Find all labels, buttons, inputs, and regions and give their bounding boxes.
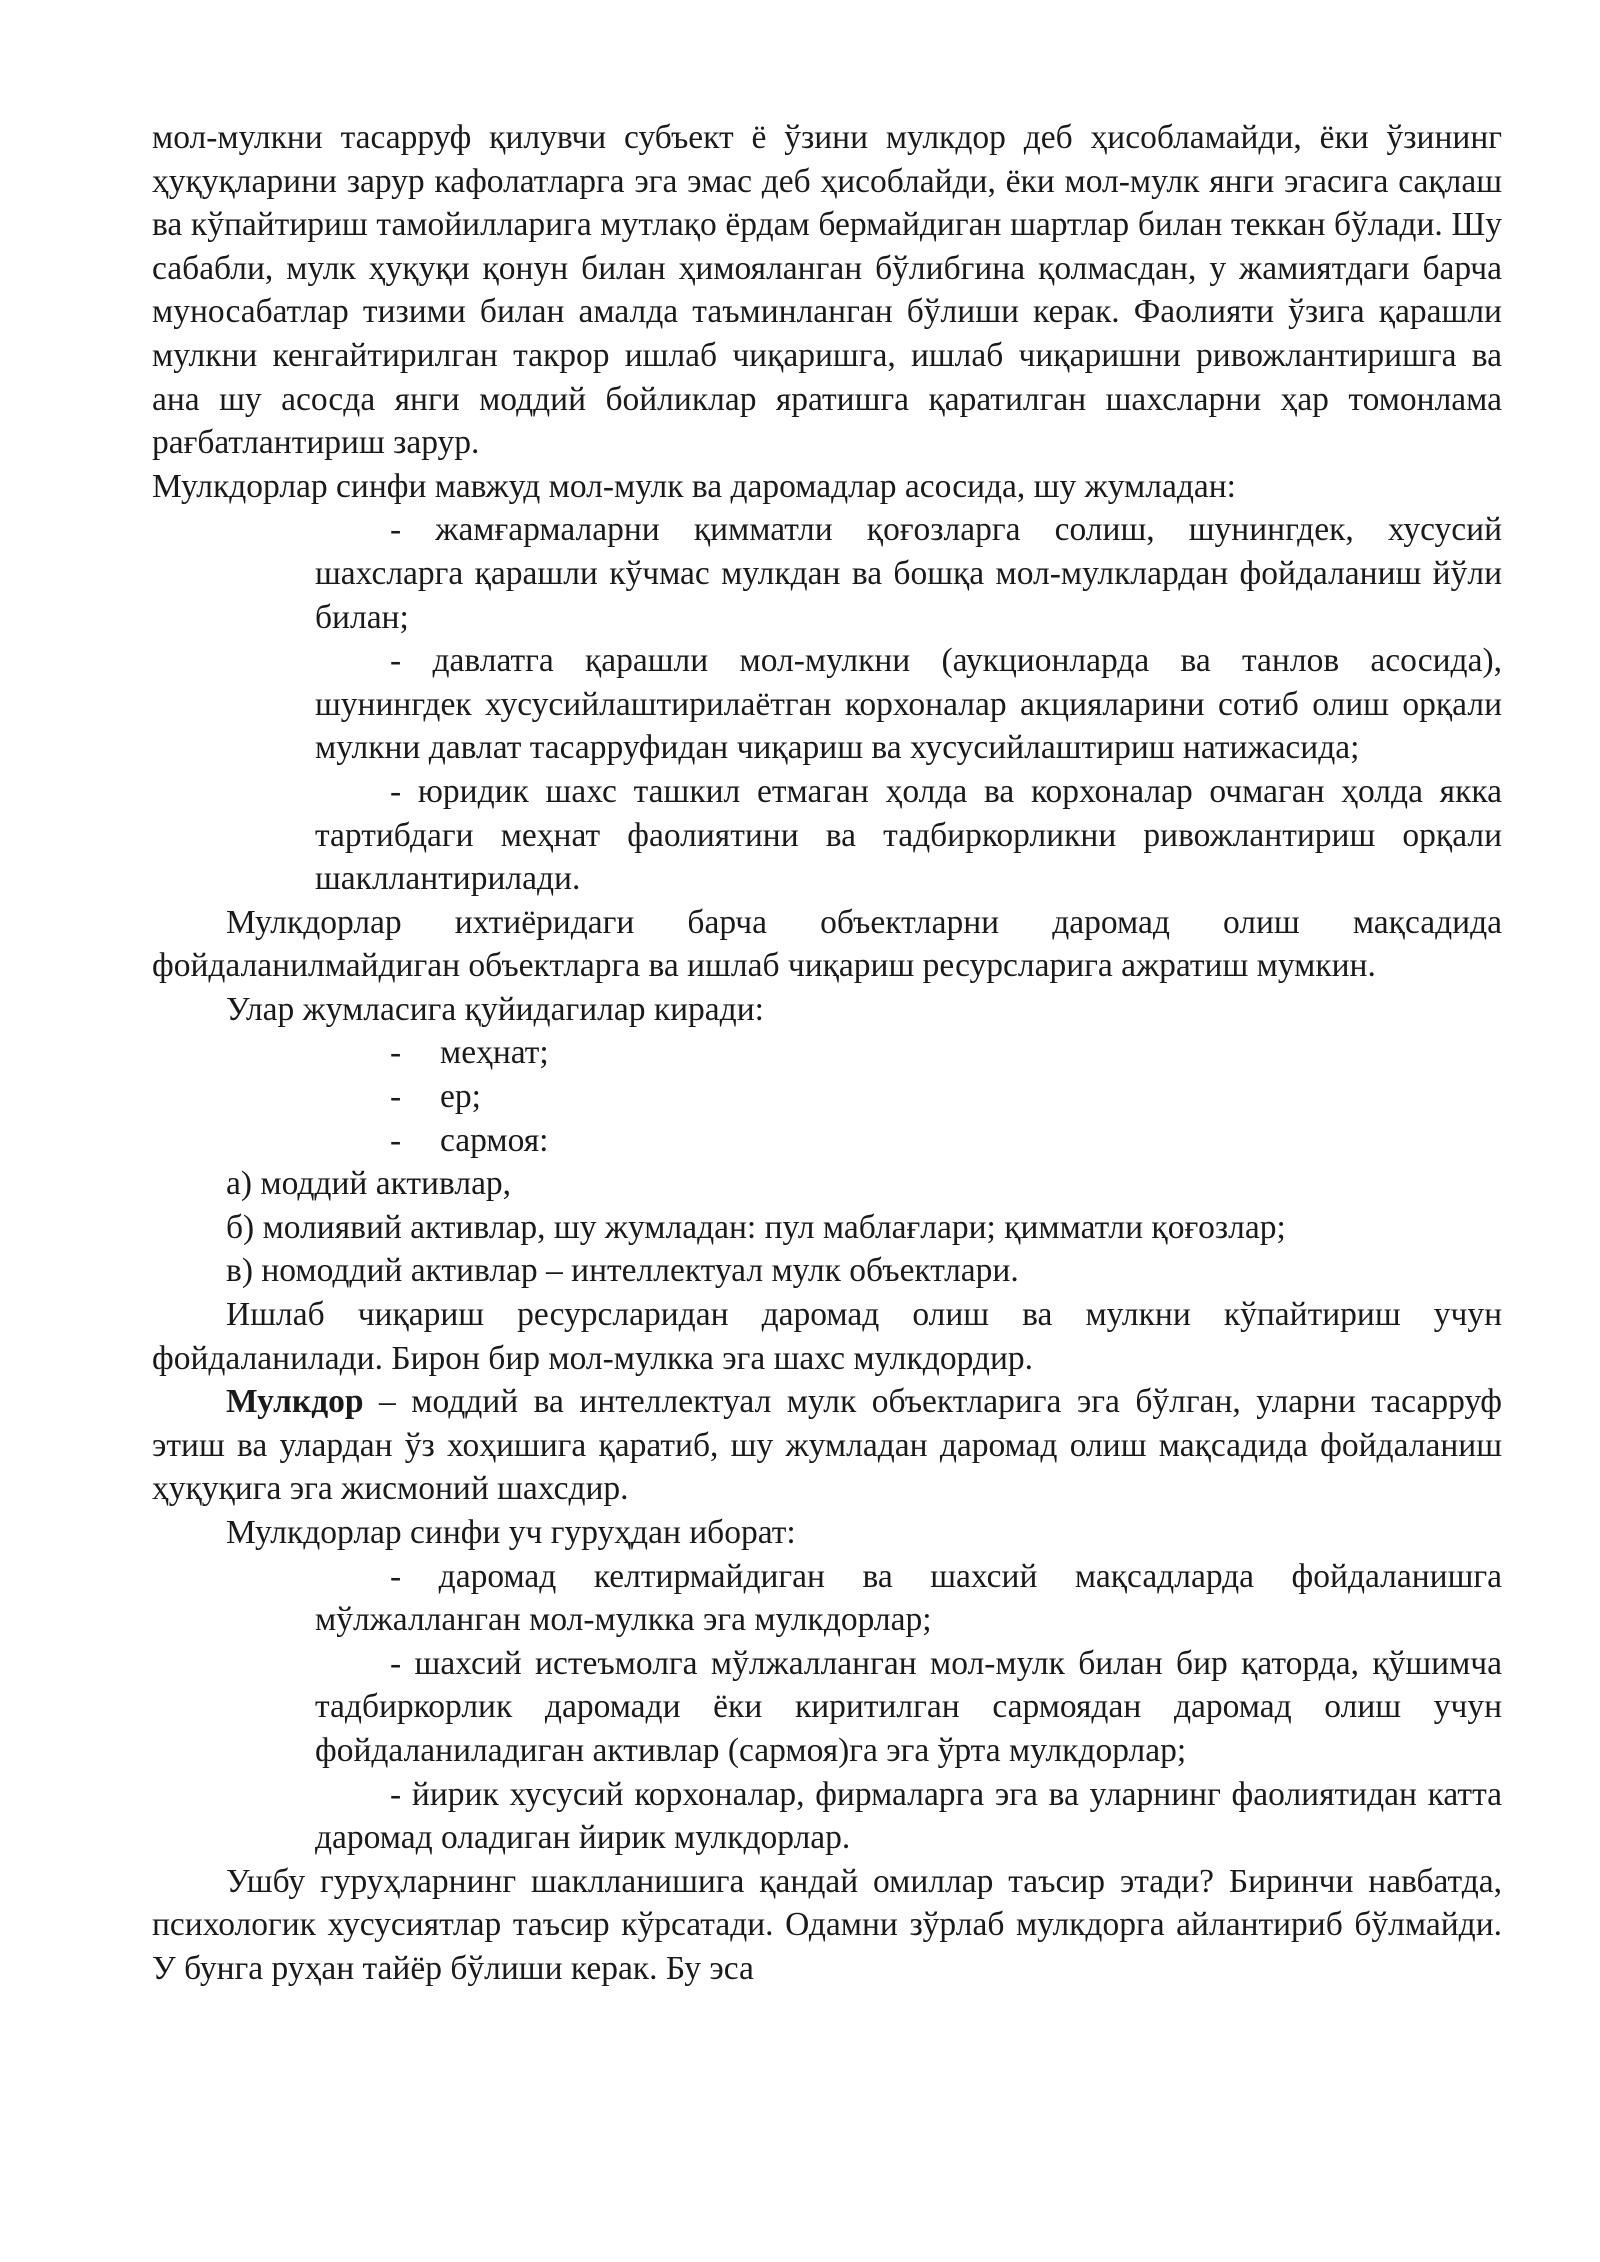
document-page xyxy=(152,116,1502,1991)
list-dash: - xyxy=(390,1078,402,1116)
list-item: - давлатга қарашли мол-мулкни (аукционларда ва танлов асосида), шунингдек хусусийлаштирилаётган корхоналар акцияларини сотиб олиш орқали мулкни давлат тасарруфидан чиқариш ва хусусийлаштириш натижасида; xyxy=(315,642,1502,767)
paragraph-groups: Мулкдорлар синфи уч гуруҳдан иборат: xyxy=(226,1514,796,1551)
list-item: - шахсий истеъмолга мўлжалланган мол-мулк билан бир қаторда, қўшимча тадбиркорлик даромади ёки киритилган сармоядан даромад олиш учун фойдаланиладиган активлар (сармоя)га эга ўрта мулкдорлар; xyxy=(315,1644,1502,1769)
lettered-item: в) номоддий активлар – интеллектуал мулк объектлари. xyxy=(226,1252,1019,1290)
list-item xyxy=(390,1031,1502,1075)
list-item-text: меҳнат; xyxy=(440,1034,549,1072)
list-dash: - xyxy=(390,1034,402,1072)
paragraph-objects: Мулкдорлар ихтиёридаги барча объектларни даромад олиш мақсадида фойдаланилмайдиган объектларга ва ишлаб чиқариш ресурсларига ажратиш мумкин. xyxy=(152,903,1502,985)
list-item xyxy=(390,1075,1502,1119)
lettered-item: а) моддий активлар, xyxy=(226,1165,512,1203)
list-item: - йирик хусусий корхоналар, фирмаларга эга ва уларнинг фаолиятидан катта даромад оладиган йирик мулкдорлар. xyxy=(315,1775,1502,1857)
list-item: - даромад келтирмайдиган ва шахсий мақсадларда фойдаланишга мўлжалланган мол-мулкка эга мулкдорлар; xyxy=(315,1557,1502,1639)
list-item: - юридик шахс ташкил етмаган ҳолда ва корхоналар очмаган ҳолда якка тартибдаги меҳнат фаолиятини ва тадбиркорликни ривожлантириш орқали шакллантирилади. xyxy=(315,772,1502,898)
definition-term: Мулкдор xyxy=(226,1383,364,1421)
list-item xyxy=(390,1119,1502,1163)
list-item: - жамғармаларни қимматли қоғозларга солиш, шунингдек, хусусий шахсларга қарашли кўчмас мулкдан ва бошқа мол-мулклардан фойдаланиш йўли билан; xyxy=(315,511,1502,636)
list-item-text: сармоя: xyxy=(440,1121,549,1159)
paragraph-intro: мол-мулкни тасарруф қилувчи субъект ё ўзини мулкдор деб ҳисобламайди, ёки ўзининг ҳуқуқларини зарур кафолатларга эга эмас деб ҳисоблайди, ёки мол-мулк янги эгасига сақлаш ва кўпайтириш тамойилларига мутлақо ёрдам бермайдиган шартлар билан теккан бўлади. Шу сабабли, мулк ҳуқуқи қонун билан ҳимояланган бўлибгина қолмасдан, у жамиятдаги барча муносабатлар тизими билан амалда таъминланган бўлиши керак. Фаолияти ўзига қарашли мулкни кенгайтирилган такрор ишлаб чиқаришга, ишлаб чиқаришни ривожлантиришга ва ана шу асосда янги моддий бойликлар яратишга қаратилган шахсларни ҳар томонлама рағбатлантириш зарур. xyxy=(152,119,1502,462)
paragraph-class-intro: Мулкдорлар синфи мавжуд мол-мулк ва даромадлар асосида, шу жумладан: xyxy=(152,467,1236,505)
paragraph-include: Улар жумласига қуйидагилар киради: xyxy=(226,990,764,1028)
paragraph-final: Ушбу гуруҳларнинг шаклланишига қандай омиллар таъсир этади? Биринчи навбатда, психологик хусусиятлар таъсир кўрсатади. Одамни зўрлаб мулкдорга айлантириб бўлмайди. У бунга руҳан тайёр бўлиши керак. Бу эса xyxy=(152,1862,1502,1987)
definition-text: – моддий ва интеллектуал мулк объектларига эга бўлган, уларни тасарруф этиш ва улардан ўз хоҳишига қаратиб, шу жумладан даромад олиш мақсадида фойдаланиш ҳуқуқига эга жисмоний шахсдир. xyxy=(152,1383,1502,1508)
paragraph-definition xyxy=(152,1380,1502,1511)
lettered-item: б) молиявий активлар, шу жумладан: пул маблағлари; қимматли қоғозлар; xyxy=(226,1208,1286,1246)
list-item-text: ер; xyxy=(440,1078,481,1116)
list-dash: - xyxy=(390,1121,402,1159)
paragraph-resources: Ишлаб чиқариш ресурсларидан даромад олиш ва мулкни кўпайтириш учун фойдаланилади. Бирон бир мол-мулкка эга шахс мулкдордир. xyxy=(152,1296,1502,1377)
